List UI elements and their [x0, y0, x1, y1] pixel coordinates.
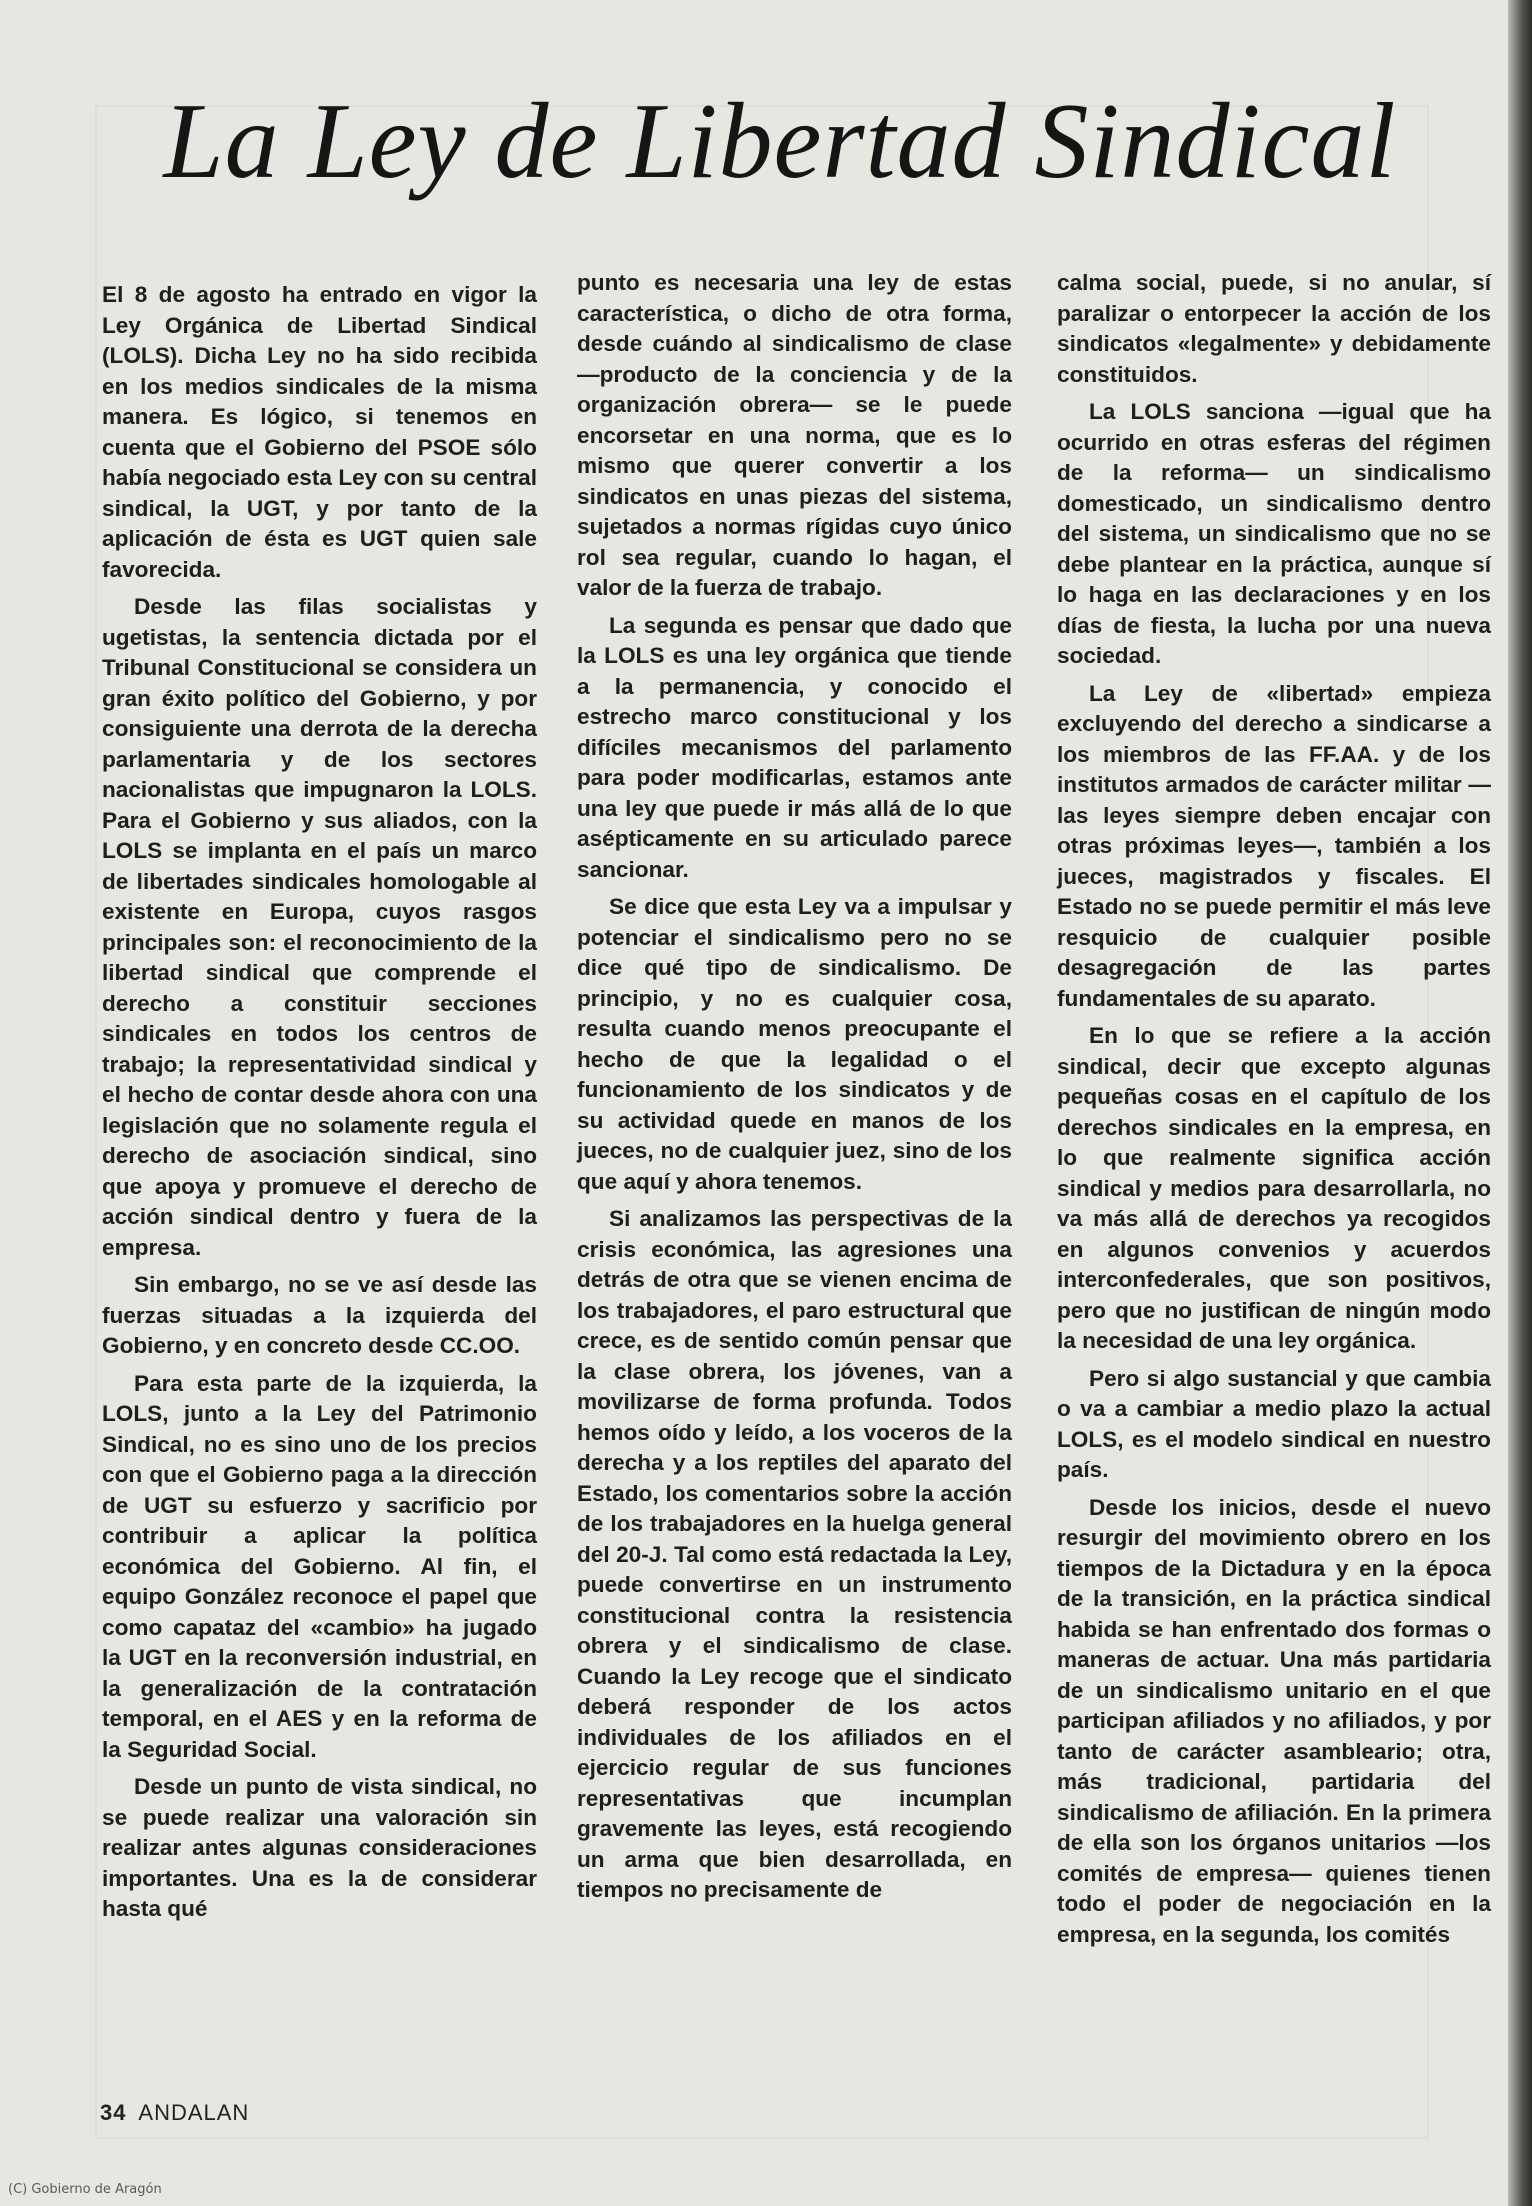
- paragraph: La LOLS sanciona —igual que ha ocurrido en otras esferas del régimen de la reforma— un sindicalismo domesticado, un sindicalismo dentro del sistema, un sindicalismo que no se debe plantear en la práctica, aunque sí lo haga en las declaraciones y en los días de fiesta, la lucha por una nueva sociedad.: [1057, 399, 1491, 668]
- paragraph: En lo que se refiere a la acción sindical, decir que excepto algunas pequeñas cosas en el capítulo de los derechos sindicales en la empresa, en lo que realmente significa acción sindical y medios para desarrollarla, no va más allá de derechos ya recogidos en algunos convenios y acuerdos interconfederales, que son positivos, pero que no justifican de ningún modo la necesidad de una ley orgánica.: [1057, 1023, 1491, 1353]
- column-3: [1057, 268, 1491, 1957]
- paragraph: Desde los inicios, desde el nuevo resurgir del movimiento obrero en los tiempos de la Dictadura y en la época de la transición, en la práctica sindical habida se han enfrentado dos formas o maneras de actuar. Una más partidaria de un sindicalismo unitario en el que participan afiliados y no afiliados, y por tanto de carácter asambleario; otra, más tradicional, partidaria del sindicalismo de afiliación. En la primera de ella son los órganos unitarios —los comités de empresa— quienes tienen todo el poder de negociación en la empresa, en la segunda, los comités: [1057, 1494, 1491, 1947]
- article-title: La Ley de Libertad Sindical: [163, 82, 1397, 201]
- paragraph: Desde las filas socialistas y ugetistas, la sentencia dictada por el Tribunal Constitucional se considera un gran éxito político del Gobierno, y por consiguiente una derrota de la derecha parlamentaria y de los sectores nacionalistas que impugnaron la LOLS. Para el Gobierno y sus aliados, con la LOLS se implanta en el país un marco de libertades sindicales homologable al existente en Europa, cuyos rasgos principales son: el reconocimiento de la libertad sindical que comprende el derecho a constituir secciones sindicales en todos los centros de trabajo; la representatividad sindical y el hecho de contar desde ahora con una legislación que no solamente regula el derecho de asociación sindical, sino que apoya y promueve el derecho de acción sindical dentro y fuera de la empresa.: [102, 594, 537, 1260]
- paragraph: El 8 de agosto ha entrado en vigor la Ley Orgánica de Libertad Sindical (LOLS). Dicha Ley no ha sido recibida en los medios sindicales de la misma manera. Es lógico, si tenemos en cuenta que el Gobierno del PSOE sólo había negociado esta Ley con su central sindical, la UGT, y por tanto de la aplicación de ésta es UGT quien sale favorecida.: [102, 282, 537, 582]
- paragraph: La Ley de «libertad» empieza excluyendo del derecho a sindicarse a los miembros de las FF.AA. y de los institutos armados de carácter militar —las leyes siempre deben encajar con otras próximas leyes—, también a los jueces, magistrados y fiscales. El Estado no se puede permitir el más leve resquicio de cualquier posible desagregación de las partes fundamentales de su aparato.: [1057, 680, 1491, 1011]
- paragraph: Desde un punto de vista sindical, no se puede realizar una valoración sin realizar antes algunas consideraciones importantes. Una es la de considerar hasta qué: [102, 1774, 537, 1921]
- column-2: [577, 268, 1012, 1913]
- page-footer: [100, 2100, 249, 2126]
- paragraph: Para esta parte de la izquierda, la LOLS, junto a la Ley del Patrimonio Sindical, no es sino uno de los precios con que el Gobierno paga a la dirección de UGT su esfuerzo y sacrificio por contribuir a aplicar la política económica del Gobierno. Al fin, el equipo González reconoce el papel que como capataz del «cambio» ha jugado la UGT en la reconversión industrial, en la generalización de la contratación temporal, en el AES y en la reforma de la Seguridad Social.: [102, 1370, 537, 1762]
- paragraph: calma social, puede, si no anular, sí paralizar o entorpecer la acción de los sindicatos «legalmente» y debidamente constituidos.: [1057, 270, 1491, 387]
- paragraph: punto es necesaria una ley de estas característica, o dicho de otra forma, desde cuándo al sindicalismo de clase —producto de la conciencia y de la organización obrera— se le puede encorsetar en una norma, que es lo mismo que querer convertir a los sindicatos en unas piezas del sistema, sujetados a normas rígidas cuyo único rol sea regular, cuando lo hagan, el valor de la fuerza de trabajo.: [577, 270, 1012, 600]
- paragraph: La segunda es pensar que dado que la LOLS es una ley orgánica que tiende a la permanencia, y conocido el estrecho marco constitucional y los difíciles mecanismos del parlamento para poder modificarlas, estamos ante una ley que puede ir más allá de lo que asépticamente en su articulado parece sancionar.: [577, 612, 1012, 882]
- paragraph: Se dice que esta Ley va a impulsar y potenciar el sindicalismo pero no se dice qué tipo de sindicalismo. De principio, y no es cualquier cosa, resulta cuando menos preocupante el hecho de que la legalidad o el funcionamiento de los sindicatos y de su actividad quede en manos de los jueces, no de cualquier juez, sino de los que aquí y ahora tenemos.: [577, 894, 1012, 1194]
- page-number: 34: [100, 2100, 127, 2125]
- paragraph: Sin embargo, no se ve así desde las fuerzas situadas a la izquierda del Gobierno, y en concreto desde CC.OO.: [102, 1272, 537, 1358]
- paragraph: Pero si algo sustancial y que cambia o va a cambiar a medio plazo la actual LOLS, es el modelo sindical en nuestro país.: [1057, 1365, 1491, 1482]
- page-edge-shadow: [1508, 0, 1532, 2206]
- column-1: [102, 280, 537, 1932]
- paragraph: Si analizamos las perspectivas de la crisis económica, las agresiones una detrás de otra que se vienen encima de los trabajadores, el paro estructural que crece, es de sentido común pensar que la clase obrera, los jóvenes, van a movilizarse de forma profunda. Todos hemos oído y leído, a los voceros de la derecha y a los reptiles del aparato del Estado, los comentarios sobre la acción de los trabajadores en la huelga general del 20-J. Tal como está redactada la Ley, puede convertirse en un instrumento constitucional contra la resistencia obrera y el sindicalismo de clase. Cuando la Ley recoge que el sindicato deberá responder de los actos individuales de los afiliados en el ejercicio regular de sus funciones representativas que incumplan gravemente las leyes, está recogiendo un arma que bien desarrollada, en tiempos no precisamente de: [577, 1206, 1012, 1902]
- publication-name: ANDALAN: [138, 2100, 250, 2125]
- copyright-credit: (C) Gobierno de Aragón: [8, 2182, 162, 2197]
